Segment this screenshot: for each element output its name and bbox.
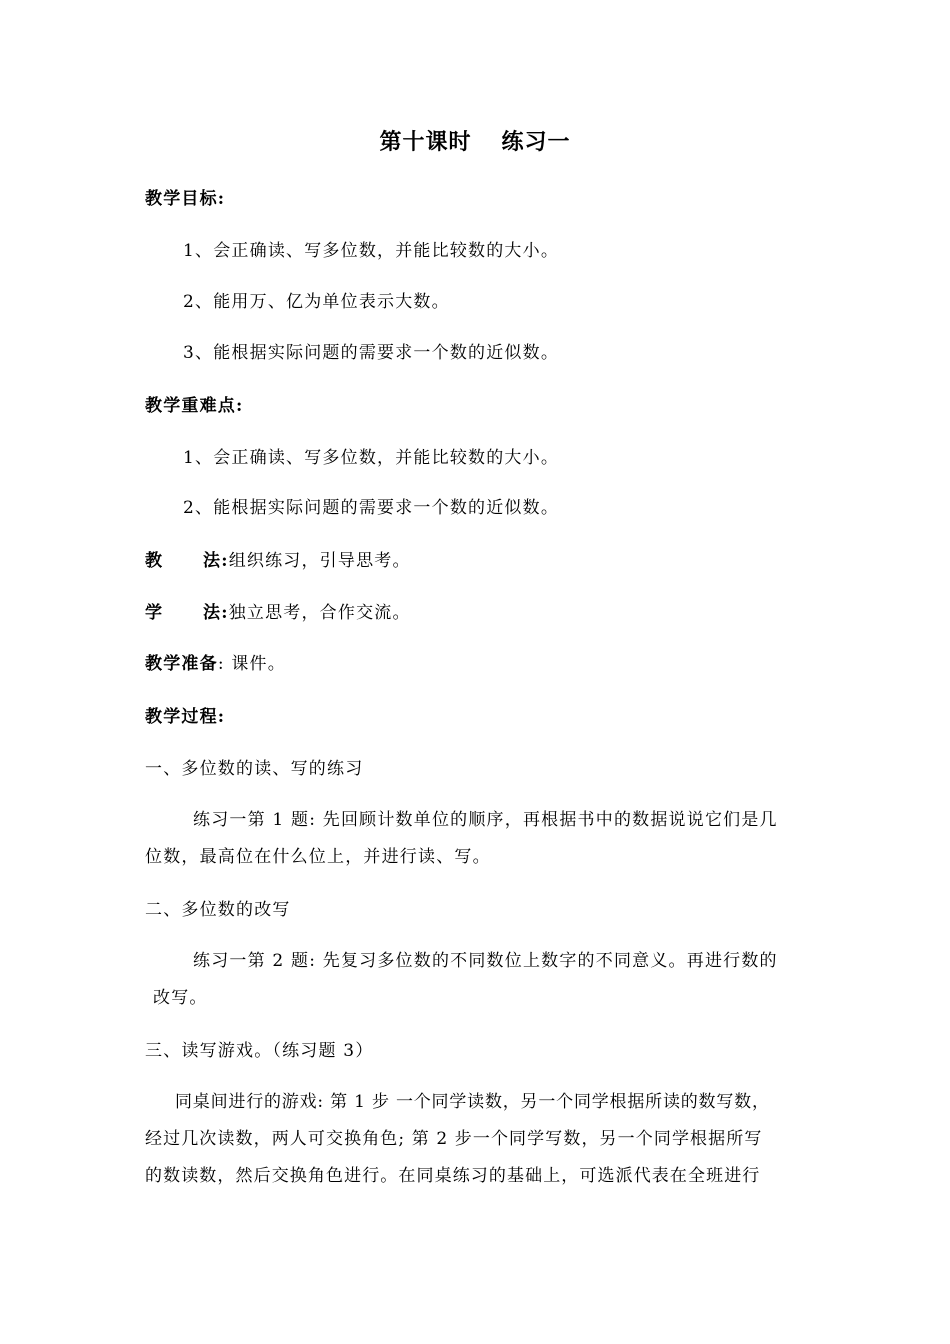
section-3-line-1: 同桌间进行的游戏: 第 1 步 一个同学读数，另一个同学根据所读的数写数，	[175, 1092, 770, 1112]
teaching-method	[145, 550, 411, 572]
page-title	[0, 127, 950, 157]
title-part-1: 第十课时	[379, 129, 472, 155]
title-part-2: 练习一	[501, 129, 571, 155]
section-1-line-2: 位数，最高位在什么位上，并进行读、写。	[145, 847, 491, 867]
learning-method-label-a: 学	[145, 603, 164, 623]
section-2-line-1: 练习一第 2 题: 先复习多位数的不同数位上数字的不同意义。再进行数的	[193, 951, 778, 971]
teaching-method-label-a: 教	[145, 551, 164, 571]
goal-item-2: 2、能用万、亿为单位表示大数。	[183, 292, 450, 312]
section-3-heading: 三、读写游戏。（练习题 3）	[145, 1041, 374, 1061]
key-point-item-2: 2、能根据实际问题的需要求一个数的近似数。	[183, 498, 560, 518]
section-3-line-3: 的数读数，然后交换角色进行。在同桌练习的基础上，可选派代表在全班进行	[145, 1166, 761, 1186]
learning-method-value: 独立思考，合作交流。	[228, 603, 411, 623]
goal-item-1: 1、会正确读、写多位数，并能比较数的大小。	[183, 241, 560, 261]
goals-heading: 教学目标:	[145, 189, 226, 209]
preparation-value: : 课件。	[217, 654, 286, 674]
preparation	[145, 653, 286, 675]
section-1-line-1: 练习一第 1 题: 先回顾计数单位的顺序，再根据书中的数据说说它们是几	[193, 810, 778, 830]
section-3-line-2: 经过几次读数，两人可交换角色; 第 2 步一个同学写数，另一个同学根据所写	[145, 1129, 763, 1149]
learning-method-label-b: 法:	[203, 603, 229, 623]
goal-item-3: 3、能根据实际问题的需要求一个数的近似数。	[183, 343, 560, 363]
process-heading: 教学过程:	[145, 707, 226, 727]
preparation-label: 教学准备	[145, 654, 218, 674]
section-1-heading: 一、多位数的读、写的练习	[145, 759, 364, 779]
key-point-item-1: 1、会正确读、写多位数，并能比较数的大小。	[183, 448, 560, 468]
teaching-method-label-b: 法:	[203, 551, 229, 571]
learning-method	[145, 602, 411, 624]
section-2-line-2: 改写。	[153, 988, 208, 1008]
section-2-heading: 二、多位数的改写	[145, 900, 291, 920]
key-points-heading: 教学重难点:	[145, 396, 244, 416]
teaching-method-value: 组织练习，引导思考。	[228, 551, 411, 571]
